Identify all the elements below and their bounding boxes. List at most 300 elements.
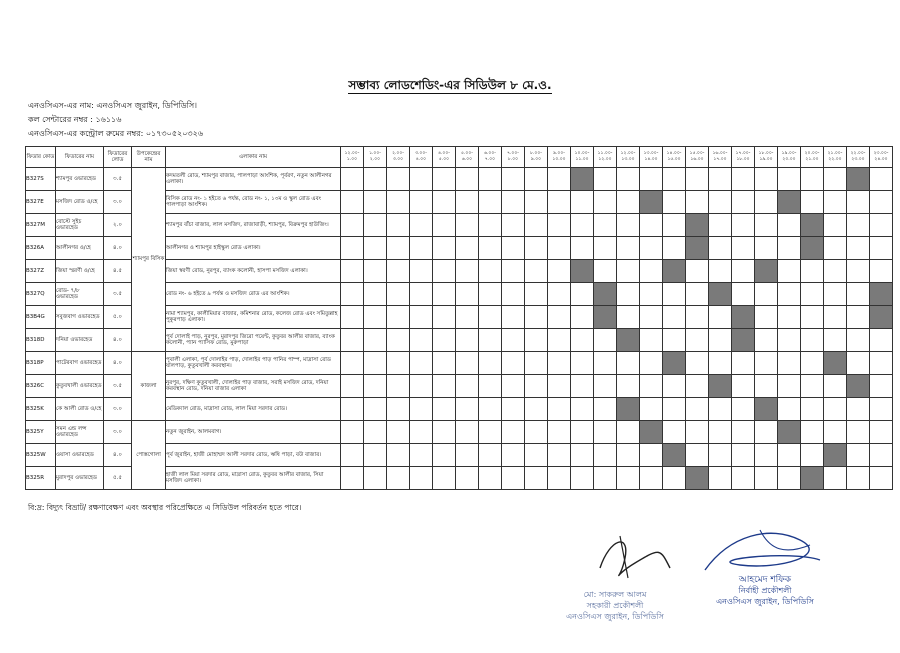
shedding-slot (364, 375, 387, 398)
shedding-slot (778, 283, 801, 306)
shedding-slot (732, 260, 755, 283)
shedding-slot (341, 352, 364, 375)
shedding-slot (410, 444, 433, 467)
shedding-slot (364, 237, 387, 260)
shedding-slot (525, 306, 548, 329)
header-slot (847, 147, 870, 168)
signature-scribble-1 (590, 528, 680, 583)
shedding-slot (870, 214, 893, 237)
shedding-slot (548, 421, 571, 444)
shedding-slot (847, 352, 870, 375)
shedding-slot (341, 260, 364, 283)
shedding-slot (801, 283, 824, 306)
shedding-slot (778, 260, 801, 283)
shedding-slot (479, 467, 502, 490)
shedding-slot (433, 398, 456, 421)
header-slot-text: ২.০০- (392, 151, 404, 157)
shedding-slot (571, 329, 594, 352)
shedding-slot (502, 168, 525, 191)
shedding-slot-on (870, 306, 893, 329)
shedding-slot (709, 191, 732, 214)
shedding-slot (341, 168, 364, 191)
shedding-slot (686, 421, 709, 444)
header-substation: উপকেন্দ্রের নাম (132, 147, 166, 168)
feeder-code: B325Y (26, 421, 56, 444)
shedding-slot (571, 421, 594, 444)
shedding-slot (686, 375, 709, 398)
header-slot-text: ২৪.০০ (874, 157, 888, 162)
shedding-slot (755, 467, 778, 490)
shedding-slot (571, 375, 594, 398)
feeder-load: ৩.৫ (104, 283, 132, 306)
shedding-slot (824, 398, 847, 421)
shedding-slot (709, 329, 732, 352)
shedding-slot (387, 168, 410, 191)
shedding-slot (525, 375, 548, 398)
shedding-slot (525, 421, 548, 444)
shedding-slot (686, 444, 709, 467)
shedding-slot (594, 467, 617, 490)
shedding-slot (617, 352, 640, 375)
header-feeder-load: ফিডারের লোড (104, 147, 132, 168)
shedding-slot (525, 260, 548, 283)
header-slot-text: ৬.০০ (461, 157, 473, 162)
feeder-code: B327E (26, 191, 56, 214)
shedding-slot (617, 283, 640, 306)
header-slot (801, 147, 824, 168)
shedding-slot (410, 168, 433, 191)
shedding-slot (525, 398, 548, 421)
shedding-slot (364, 421, 387, 444)
nocs-name: এনওসিএস-এর নাম: এনওসিএস জুরাইন, ডিপিডিসি। (28, 101, 198, 110)
shedding-slot (847, 467, 870, 490)
shedding-slot (479, 214, 502, 237)
shedding-slot (456, 283, 479, 306)
header-slot (755, 147, 778, 168)
header-slot (364, 147, 387, 168)
shedding-slot (801, 352, 824, 375)
header-slot-text: ১৮.০০ (736, 157, 750, 162)
header-slot (387, 147, 410, 168)
header-slot-text: ৪.০০ (415, 157, 427, 162)
shedding-slot (410, 191, 433, 214)
shedding-slot (801, 375, 824, 398)
shedding-slot (525, 329, 548, 352)
shedding-slot (870, 237, 893, 260)
shedding-slot (824, 421, 847, 444)
shedding-slot (387, 283, 410, 306)
shedding-slot (732, 421, 755, 444)
shedding-slot (663, 283, 686, 306)
shedding-slot (709, 168, 732, 191)
shedding-slot (341, 191, 364, 214)
shedding-slot (433, 375, 456, 398)
shedding-slot (847, 329, 870, 352)
signature-name: মো: সাকরুল আলম (583, 590, 647, 599)
header-slot-text: ১৬.০০- (712, 151, 728, 157)
shedding-slot (594, 168, 617, 191)
shedding-slot (433, 421, 456, 444)
table-row (26, 352, 893, 375)
header-slot-text: ৫.০০ (438, 157, 450, 162)
shedding-slot (663, 191, 686, 214)
shedding-slot (525, 283, 548, 306)
feeder-load: ৩.৫ (104, 375, 132, 398)
shedding-slot (433, 168, 456, 191)
shedding-slot (778, 306, 801, 329)
shedding-slot (686, 352, 709, 375)
feeder-name: আলীনগর ও/হে (56, 237, 104, 260)
shedding-slot (387, 237, 410, 260)
shedding-slot (364, 283, 387, 306)
header-slot-text: ১৭.০০- (735, 151, 751, 157)
shedding-slot (755, 168, 778, 191)
area-name: নামা শ্যামপুর, কালীমিয়ার বাজার, কমিশনার রোড, কলেজ রোড এবং সমিতুল্লাহ পুকুরপাড় এলাকা। (166, 306, 341, 329)
feeder-name: বোস্টে সুইচ ওভারহেড (56, 214, 104, 237)
feeder-load: ৫.০ (104, 306, 132, 329)
shedding-slot (686, 283, 709, 306)
shedding-slot (870, 421, 893, 444)
header-slot (870, 147, 893, 168)
shedding-slot (410, 260, 433, 283)
shedding-slot (824, 375, 847, 398)
header-slot-text: ১৬.০০ (690, 157, 704, 162)
shedding-slot (594, 329, 617, 352)
area-name: মেডিক্যাল রোড, মাদ্রাসা রোড, লাল মিয়া সরদার রোড। (166, 398, 341, 421)
shedding-slot (686, 191, 709, 214)
shedding-slot (709, 260, 732, 283)
shedding-slot (387, 214, 410, 237)
shedding-slot-on (778, 421, 801, 444)
shedding-slot (341, 306, 364, 329)
shedding-slot (617, 421, 640, 444)
feeder-code: B318D (26, 329, 56, 352)
shedding-slot (525, 214, 548, 237)
shedding-slot (824, 283, 847, 306)
shedding-slot (456, 237, 479, 260)
shedding-slot-on (847, 375, 870, 398)
shedding-slot (548, 398, 571, 421)
shedding-slot (364, 398, 387, 421)
feeder-load: ৩.০ (104, 191, 132, 214)
feeder-load: ৪.০ (104, 329, 132, 352)
shedding-slot (594, 191, 617, 214)
shedding-slot-on (617, 329, 640, 352)
shedding-slot (778, 168, 801, 191)
shedding-slot (847, 260, 870, 283)
feeder-load: ২.০ (104, 214, 132, 237)
shedding-slot (640, 260, 663, 283)
shedding-slot-on (824, 444, 847, 467)
shedding-slot (778, 467, 801, 490)
signature-title: নির্বাহী প্রকৌশলী (738, 586, 792, 596)
shedding-slot (502, 352, 525, 375)
feeder-load: ৩.০ (104, 421, 132, 444)
header-slot-text: ৯.০০- (553, 151, 565, 157)
header-slot-text: ৮.০০ (507, 157, 519, 162)
header-slot (824, 147, 847, 168)
shedding-slot (732, 444, 755, 467)
shedding-slot (778, 444, 801, 467)
shedding-slot-on (732, 329, 755, 352)
shedding-slot-on (870, 283, 893, 306)
shedding-slot (364, 352, 387, 375)
shedding-slot (341, 237, 364, 260)
feeder-load: ৫.৫ (104, 467, 132, 490)
header-slot-text: ১৩.০০ (621, 157, 635, 162)
table-header-row (26, 147, 893, 168)
shedding-slot (387, 329, 410, 352)
shedding-slot (847, 283, 870, 306)
shedding-slot (456, 398, 479, 421)
page-title (0, 77, 900, 97)
table-row (26, 168, 893, 191)
feeder-code: B326C (26, 375, 56, 398)
header-slot-text: ১০.০০ (552, 157, 566, 162)
feeder-name: মুরাদপুর ওভারহেড (56, 467, 104, 490)
shedding-slot (548, 375, 571, 398)
feeder-name: কে আলী রোড ও/হে (56, 398, 104, 421)
shedding-slot (387, 398, 410, 421)
shedding-slot (364, 467, 387, 490)
shedding-slot (433, 237, 456, 260)
shedding-slot (617, 444, 640, 467)
shedding-slot (709, 214, 732, 237)
shedding-slot (571, 191, 594, 214)
shedding-slot (387, 191, 410, 214)
shedding-slot (387, 352, 410, 375)
feeder-name: দনিয়া ওভারহেড (56, 329, 104, 352)
header-slot-text: ২৩.০০ (851, 157, 865, 162)
shedding-slot (640, 398, 663, 421)
shedding-slot (594, 260, 617, 283)
shedding-slot (525, 444, 548, 467)
shedding-slot (617, 467, 640, 490)
feeder-load: ৪.০ (104, 352, 132, 375)
header-slot-text: ৩.০০ (392, 157, 404, 162)
shedding-slot-on (594, 306, 617, 329)
shedding-slot (755, 237, 778, 260)
shedding-slot (847, 237, 870, 260)
header-slot-text: ২২.০০- (850, 151, 866, 157)
shedding-slot (341, 467, 364, 490)
shedding-slot (548, 329, 571, 352)
header-slot (479, 147, 502, 168)
shedding-slot (709, 421, 732, 444)
shedding-slot (778, 214, 801, 237)
shedding-slot (778, 398, 801, 421)
shedding-slot (502, 214, 525, 237)
feeder-code: B318P (26, 352, 56, 375)
call-center-number: কল সেন্টারের নম্বর : ১৬১১৬ (28, 115, 122, 124)
page-title-text: সম্ভাব্য লোডশেডিং-এর সিডিউল ৮ মে.ও. (348, 78, 552, 92)
header-slot-text: ১৩.০০- (643, 151, 659, 157)
shedding-slot (479, 283, 502, 306)
shedding-slot (870, 352, 893, 375)
shedding-slot (456, 375, 479, 398)
area-name: পূর্ব দোলাই পাড়, নুরপুর, মুরাদপুর জিরো পয়েন্ট, কুতুবর আলীর বাজার, ব্যাংক কলোনী, প্যান প্যাসিফ রোড, মুরুপাড়া (166, 329, 341, 352)
signature-title: সহকারী প্রকৌশলী (586, 600, 644, 610)
shedding-slot (502, 306, 525, 329)
shedding-slot-on (778, 191, 801, 214)
shedding-slot (479, 398, 502, 421)
header-slot-text: ৪.০০- (438, 151, 450, 157)
shedding-slot (640, 329, 663, 352)
shedding-slot (571, 352, 594, 375)
header-slot-text: ১৭.০০ (713, 157, 727, 162)
header-slot-text: ২১.০০ (805, 157, 819, 162)
shedding-slot (364, 306, 387, 329)
shedding-slot (571, 467, 594, 490)
shedding-slot (847, 191, 870, 214)
signature-name: আহমেদ শফিক (738, 575, 792, 585)
shedding-slot (617, 191, 640, 214)
shedding-slot (663, 306, 686, 329)
feeder-code: B326A (26, 237, 56, 260)
shedding-slot (364, 168, 387, 191)
shedding-slot (456, 444, 479, 467)
shedding-slot (341, 398, 364, 421)
shedding-slot (686, 260, 709, 283)
header-slot (732, 147, 755, 168)
shedding-slot (433, 260, 456, 283)
header-slot-text: ৭.০০- (507, 151, 519, 157)
feeder-name: জিয়া স্মরণী ও/হে (56, 260, 104, 283)
shedding-slot (456, 306, 479, 329)
shedding-slot-on (709, 375, 732, 398)
header-slot-text: ১০.০০- (574, 151, 590, 157)
shedding-slot (410, 329, 433, 352)
feeder-load: ৩.৫ (104, 168, 132, 191)
shedding-slot (617, 214, 640, 237)
feeder-name: শ্যামপুর ওভারহেড (56, 168, 104, 191)
shedding-slot (709, 237, 732, 260)
shedding-slot (548, 283, 571, 306)
header-slot-text: ১৮.০০- (758, 151, 774, 157)
feeder-code: B327Q (26, 283, 56, 306)
shedding-slot (364, 191, 387, 214)
shedding-slot (456, 467, 479, 490)
shedding-slot (617, 237, 640, 260)
header-slot-text: ১.০০- (369, 151, 381, 157)
shedding-slot (525, 168, 548, 191)
shedding-slot (479, 375, 502, 398)
header-slot-text: ২১.০০- (827, 151, 843, 157)
area-name: আলীনগর ও শ্যামপুর হাইস্কুল রোড এলাকা। (166, 237, 341, 260)
header-slot (571, 147, 594, 168)
header-slot-text: ২০.০০- (804, 151, 820, 157)
shedding-slot-on (801, 237, 824, 260)
header-slot-text: ১১.০০ (575, 157, 589, 162)
feeder-code: B327S (26, 168, 56, 191)
shedding-slot (594, 398, 617, 421)
shedding-slot (755, 421, 778, 444)
shedding-slot (410, 306, 433, 329)
shedding-slot (824, 168, 847, 191)
feeder-load: ৪.০ (104, 444, 132, 467)
shedding-slot (341, 214, 364, 237)
shedding-slot (663, 467, 686, 490)
shedding-slot (410, 398, 433, 421)
shedding-slot (870, 168, 893, 191)
shedding-slot (364, 444, 387, 467)
shedding-slot (824, 260, 847, 283)
shedding-slot (341, 375, 364, 398)
shedding-slot-on (801, 214, 824, 237)
shedding-slot (663, 214, 686, 237)
shedding-slot (847, 306, 870, 329)
shedding-slot (824, 329, 847, 352)
area-name: কদমতলী রোড, শ্যামপুর বাজার, পালপাড়া আংশিক, পূর্বরণ, নতুন আলীনগর এলাকা। (166, 168, 341, 191)
substation-name: শ্যামপুর বিসিক (132, 168, 166, 352)
header-slot-text: ২২.০০ (828, 157, 842, 162)
shedding-slot (548, 467, 571, 490)
shedding-slot (341, 421, 364, 444)
shedding-slot (456, 191, 479, 214)
shedding-slot (709, 352, 732, 375)
feeder-code: B327M (26, 214, 56, 237)
shedding-slot-on (732, 306, 755, 329)
shedding-slot (410, 237, 433, 260)
shedding-slot (801, 306, 824, 329)
shedding-slot (548, 191, 571, 214)
shedding-slot (870, 444, 893, 467)
shedding-slot (548, 237, 571, 260)
feeder-name: রোড- ৭/৮ ওভারহেড (56, 283, 104, 306)
signature-block-assistant-engineer (545, 590, 685, 622)
shedding-slot (870, 398, 893, 421)
shedding-slot (778, 375, 801, 398)
shedding-slot (663, 329, 686, 352)
shedding-slot (732, 214, 755, 237)
shedding-slot (594, 375, 617, 398)
shedding-slot (456, 421, 479, 444)
shedding-slot (387, 375, 410, 398)
shedding-slot (502, 329, 525, 352)
shedding-slot (870, 191, 893, 214)
header-slot (433, 147, 456, 168)
shedding-slot (410, 467, 433, 490)
shedding-slot (870, 329, 893, 352)
area-name: পূর্ব জুরাইন, হাজী মোহাম্মদ আলী সরদার রোড, ঋষি পাড়া, বউ বাজার। (166, 444, 341, 467)
shedding-slot-on (640, 421, 663, 444)
shedding-slot (709, 467, 732, 490)
shedding-slot (732, 398, 755, 421)
shedding-slot (502, 467, 525, 490)
shedding-slot (364, 214, 387, 237)
shedding-slot (410, 214, 433, 237)
header-slot-text: ১৪.০০- (666, 151, 682, 157)
header-slot (617, 147, 640, 168)
shedding-slot (617, 306, 640, 329)
shedding-slot (479, 352, 502, 375)
shedding-slot (479, 444, 502, 467)
shedding-slot (594, 214, 617, 237)
header-slot-text: ১২.০০- (344, 151, 360, 157)
shedding-slot (433, 467, 456, 490)
shedding-slot (571, 444, 594, 467)
shedding-slot (479, 191, 502, 214)
header-slot (525, 147, 548, 168)
shedding-slot-on (640, 191, 663, 214)
header-slot (548, 147, 571, 168)
shedding-slot-on (594, 283, 617, 306)
shedding-slot-on (801, 467, 824, 490)
shedding-slot (502, 237, 525, 260)
header-slot (456, 147, 479, 168)
header-feeder-name: ফিডারের নাম (56, 147, 104, 168)
shedding-slot (387, 444, 410, 467)
